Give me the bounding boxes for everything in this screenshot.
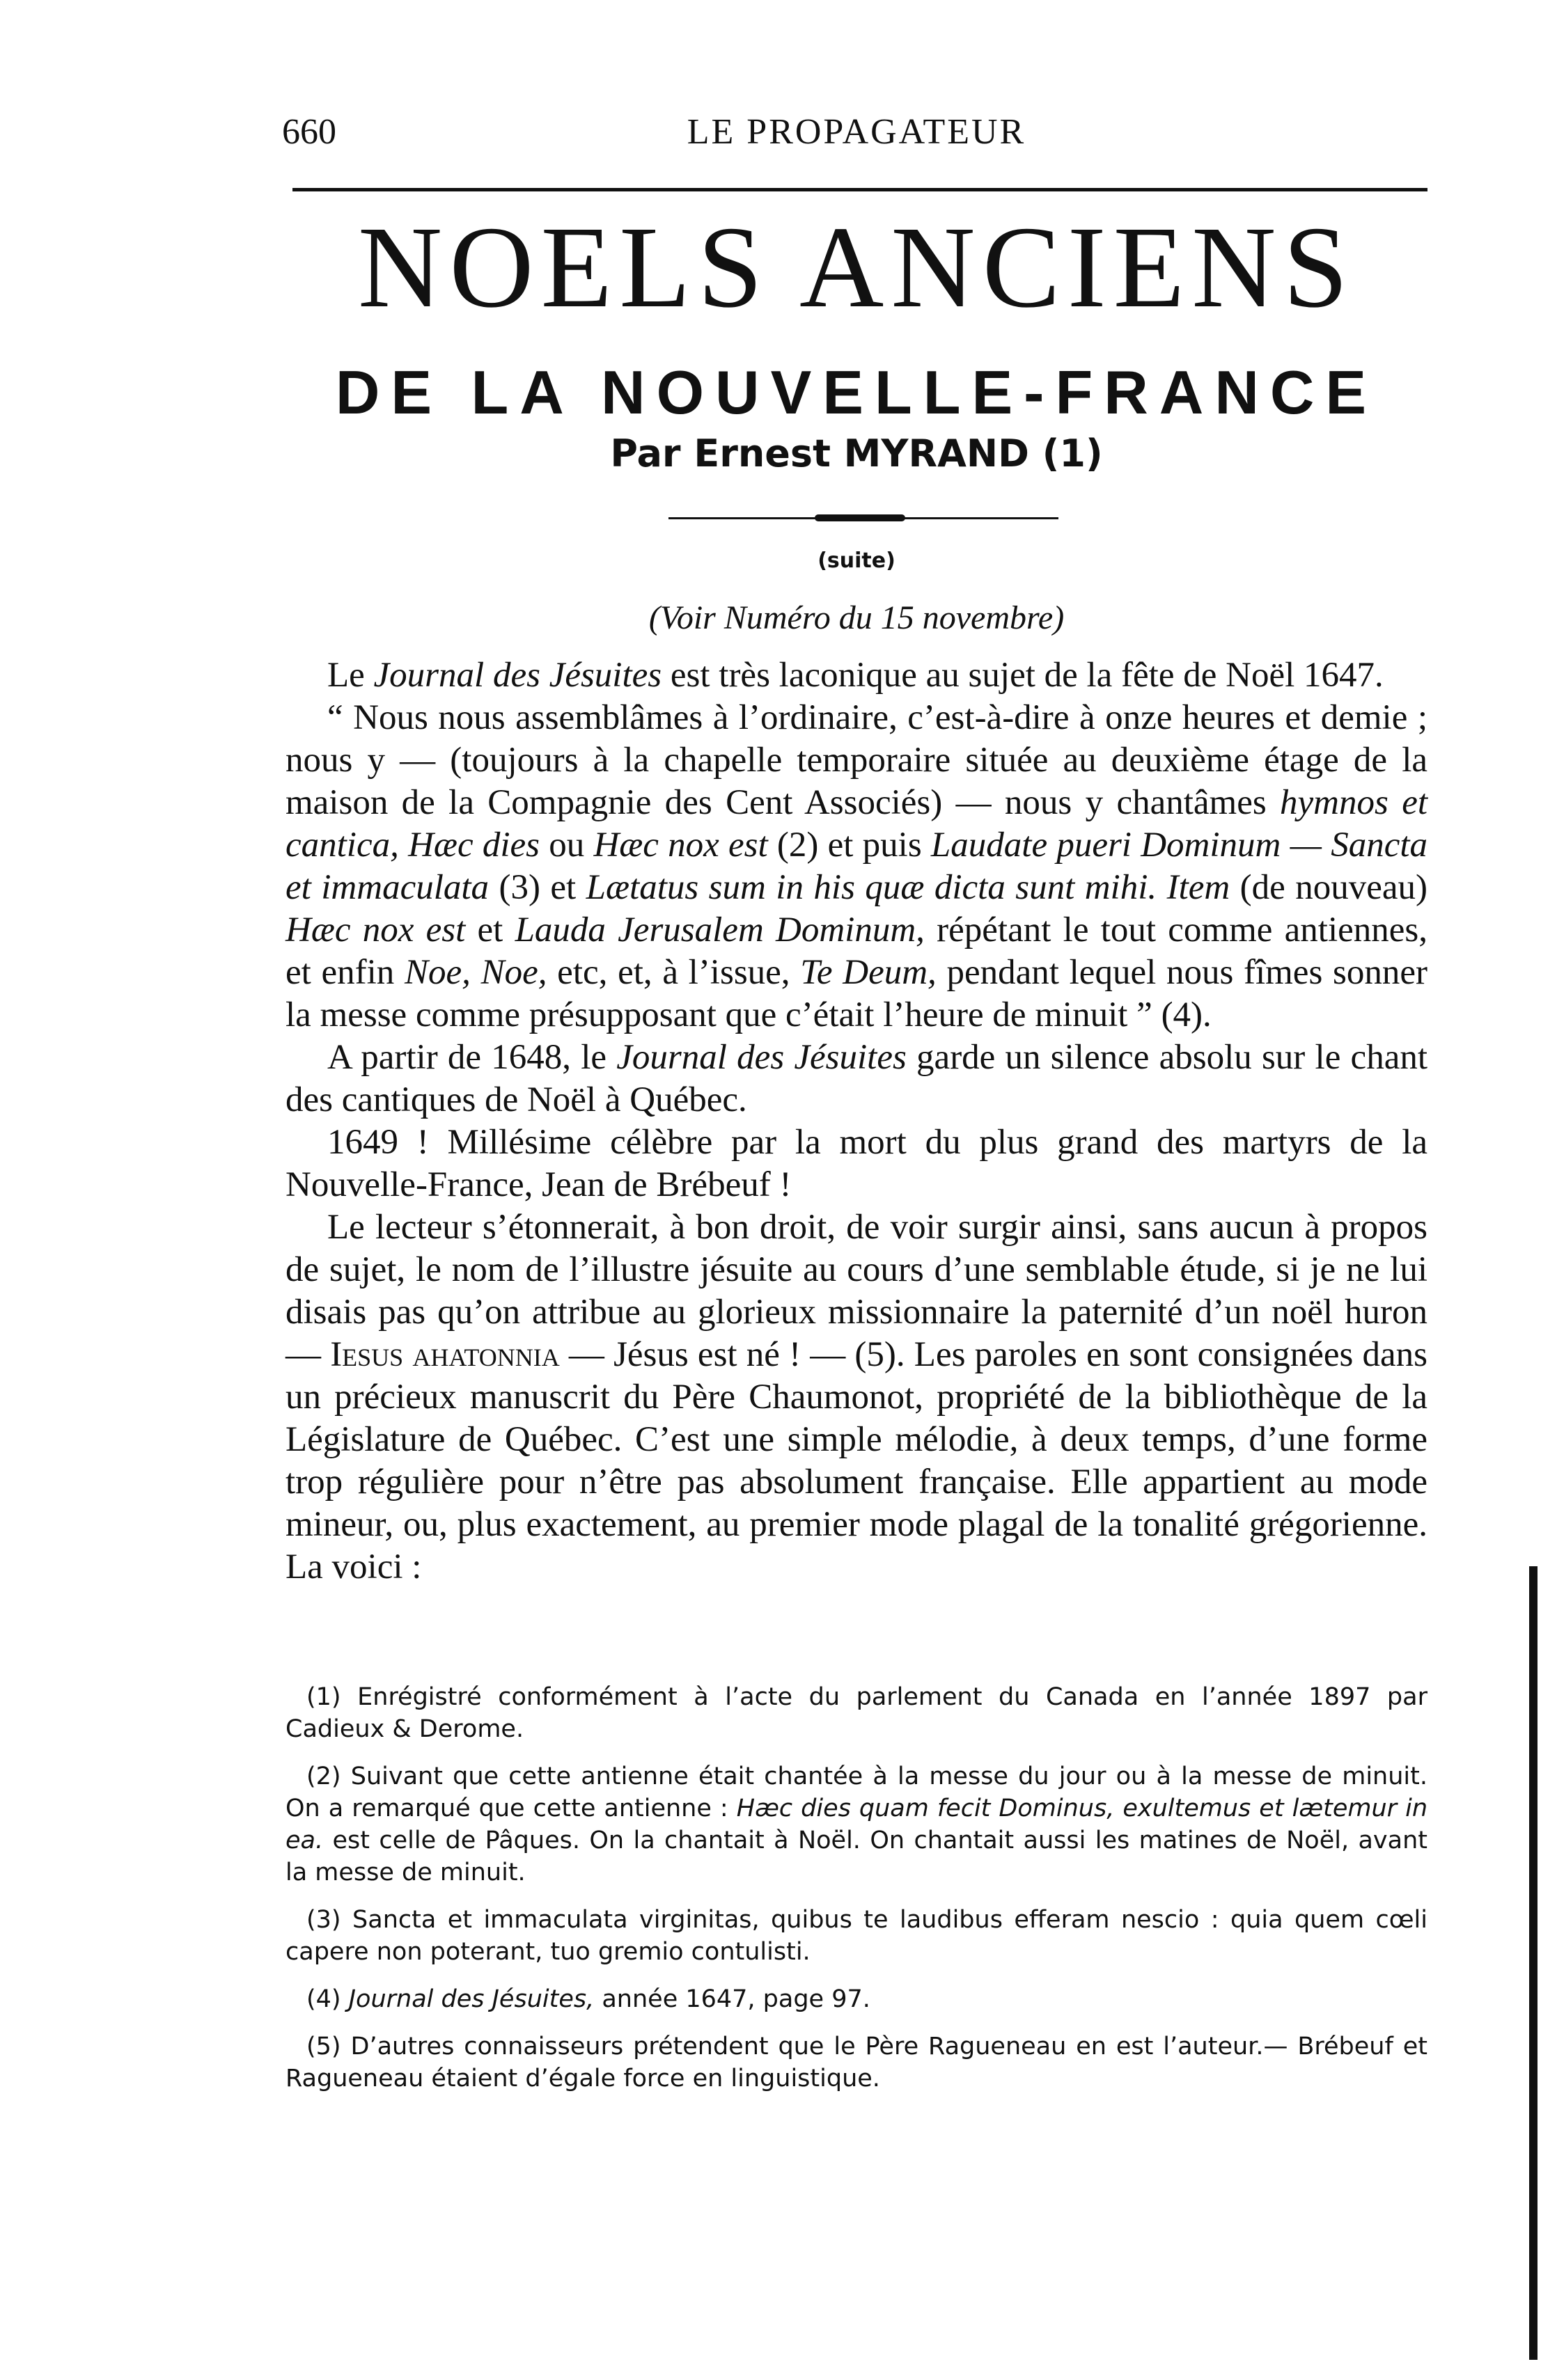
journal-name: LE PROPAGATEUR — [687, 112, 1026, 152]
paragraph: 1649 ! Millésime célèbre par la mort du plus grand des martyrs de la Nouvelle-France, Jean de Brébeuf ! — [285, 1123, 1427, 1204]
byline: Par Ernest MYRAND (1) — [610, 432, 1103, 475]
ornament-divider — [668, 514, 1058, 522]
running-head — [282, 111, 1431, 160]
article-body — [285, 654, 1427, 1589]
footnote: (5) D’autres connaisseurs prétendent que le Père Ragueneau en est l’auteur.— Brébeuf et Ragueneau étaient d’égale force en linguistique. — [285, 2033, 1427, 2093]
footnote: (1) Enrégistré conformément à l’acte du parlement du Canada en l’année 1897 par Cadieux & Derome. — [285, 1683, 1427, 1743]
scan-edge-shadow — [1529, 1566, 1538, 2360]
paragraph: A partir de 1648, le Journal des Jésuites garde un silence absolu sur le chant des cantiques de Noël à Québec. — [285, 1038, 1427, 1119]
paragraph: Le lecteur s’étonnerait, à bon droit, de voir surgir ainsi, sans aucun à propos de sujet, le nom de l’illustre jésuite au cours d’une semblable étude, si je ne lui disais pas qu’on attribue au glorieux missionnaire la paternité d’un noël huron — Iesus ahatonnia — Jésus est né ! — (5). Les paroles en sont consignées dans un précieux manuscrit du Père Chaumonot, propriété de la bibliothèque de la Législature de Québec. C’est une simple mélodie, à deux temps, d’une forme trop régulière pour n’être pas absolument française. Elle appartient au mode mineur, ou, plus exactement, au premier mode plagal de la tonalité grégorienne. La voici : — [285, 1208, 1428, 1586]
see-number-note: (Voir Numéro du 15 novembre) — [648, 599, 1065, 636]
header-rule — [292, 188, 1427, 191]
article-title: NOELS ANCIENS — [357, 203, 1356, 332]
paragraph: “ Nous nous assemblâmes à l’ordinaire, c’est-à-dire à onze heures et demie ; nous y — (toujours à la chapelle temporaire située au deuxième étage de la maison de la Compagnie des Cent Associés) — nous y chantâmes hymnos et cantica, Hæc dies ou Hæc nox est (2) et puis Laudate pueri Dominum — Sancta et immaculata (3) et Lætatus sum in his quæ dicta sunt mihi. Item (de nouveau) Hæc nox est et Lauda Jerusalem Dominum, répétant le tout comme antiennes, et enfin Noe, Noe, etc, et, à l’issue, Te Deum, pendant lequel nous fîmes sonner la messe comme présupposant que c’était l’heure de minuit ” (4). — [285, 698, 1427, 1034]
paragraph: Le Journal des Jésuites est très laconique au sujet de la fête de Noël 1647. — [327, 656, 1384, 695]
suite-label: (suite) — [817, 549, 895, 573]
footnote: (3) Sancta et immaculata virginitas, quibus te laudibus efferam nescio : quia quem cœli capere non poterant, tuo gremio contulisti. — [285, 1906, 1427, 1966]
article-subtitle: DE LA NOUVELLE-FRANCE — [335, 358, 1378, 427]
footnote: (4) Journal des Jésuites, année 1647, page 97. — [306, 1985, 870, 2013]
page-number: 660 — [282, 112, 336, 152]
footnote: (2) Suivant que cette antienne était chantée à la messe du jour ou à la messe de minuit. On a remarqué que cette antienne : Hæc dies quam fecit Dominus, exultemus et lætemur in ea. est celle de Pâques. On la chantait à Noël. On chantait aussi les matines de Noël, avant la messe de minuit. — [285, 1763, 1428, 1886]
footnotes — [285, 1681, 1427, 2110]
